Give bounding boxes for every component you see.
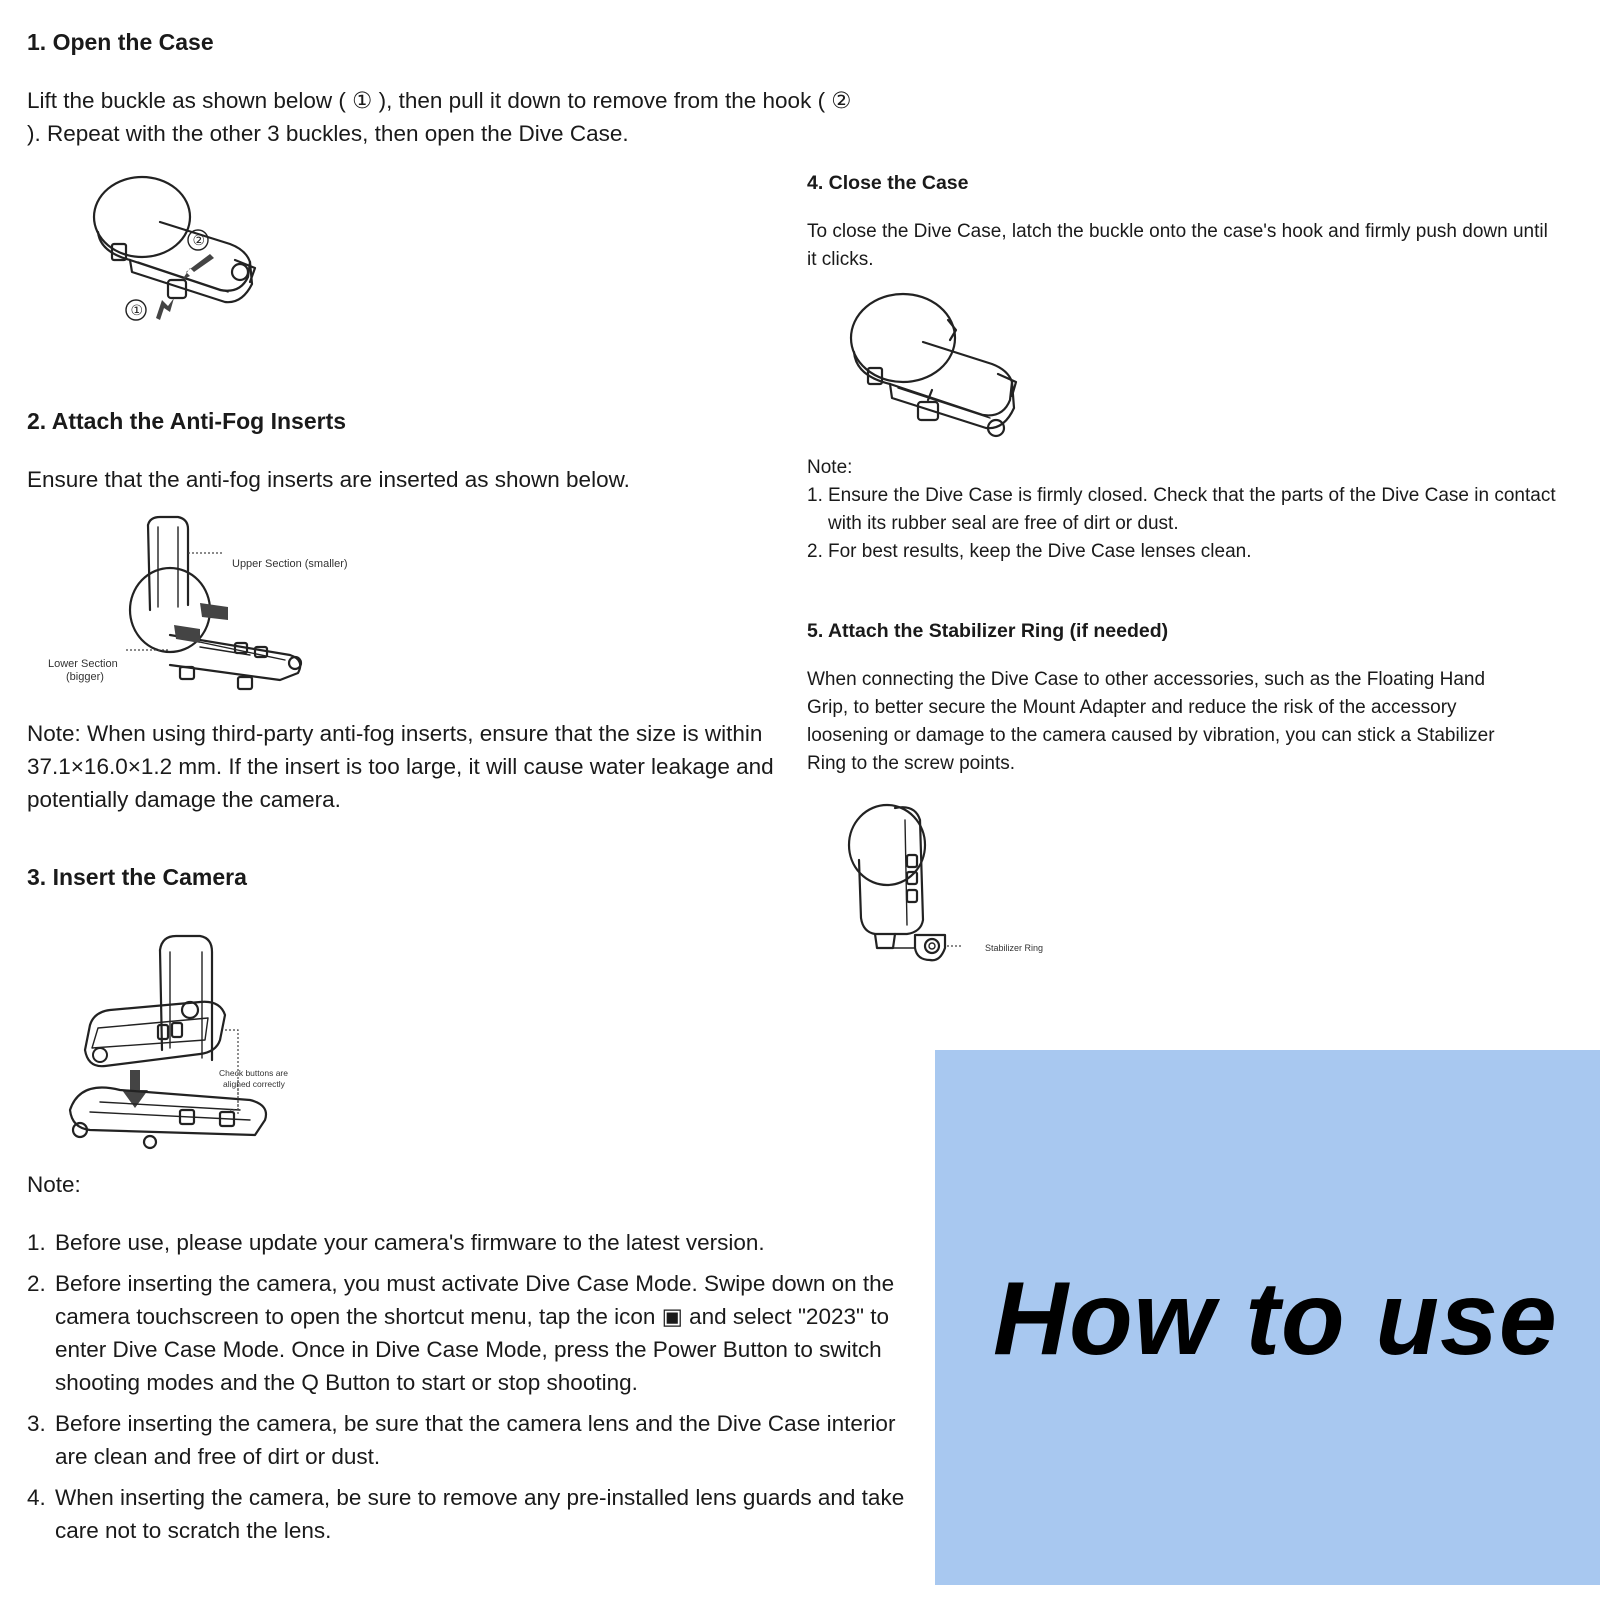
step4-text-line1: To close the Dive Case, latch the buckle onto the case's hook and firmly push down until [807,221,1548,242]
how-to-use-banner [935,1050,1600,1585]
step2-note-line3: potentially damage the camera. [27,787,341,812]
note-line: Before inserting the camera, you must activate Dive Case Mode. Swipe down on the [55,1271,895,1296]
note-line: Before inserting the camera, be sure that the camera lens and the Dive Case interior [55,1411,896,1436]
note-line: Before use, please update your camera's firmware to the latest version. [55,1230,765,1255]
label-check-buttons: Check buttons are [219,1068,288,1078]
step5-line: loosening or damage to the camera caused by vibration, you can stick a Stabilizer [807,725,1495,746]
note-line: care not to scratch the lens. [55,1518,332,1543]
anti-fog-illustration [130,515,310,695]
step5-line: Grip, to better secure the Mount Adapter and reduce the risk of the accessory [807,697,1457,718]
step3-note-heading: Note: [27,1172,81,1197]
step3-title: 3. Insert the Camera [27,864,247,890]
note-number: 1. [27,1230,46,1255]
step4-title: 4. Close the Case [807,172,969,194]
insert-camera-illustration [60,930,300,1150]
stabilizer-ring-illustration [845,800,995,970]
label-stabilizer-ring: Stabilizer Ring [985,943,1044,953]
list-item [27,1481,927,1547]
note-line: For best results, keep the Dive Case lenses clean. [828,541,1252,562]
step5-text [807,666,1495,778]
label-lower-section: Lower Section [48,658,118,670]
step4-note-heading: Note: [807,457,853,478]
note-line: camera touchscreen to open the shortcut menu, tap the icon ▣ and select "2023" to [55,1304,889,1329]
note-number: 1. [807,485,823,506]
step3-notes-list [27,1226,927,1547]
step2-title: 2. Attach the Anti-Fog Inserts [27,408,347,434]
step4-text-line2: it clicks. [807,249,874,270]
step2-text: Ensure that the anti-fog inserts are inserted as shown below. [27,467,630,492]
list-item [27,1407,927,1473]
note-line: Ensure the Dive Case is firmly closed. Check that the parts of the Dive Case in contact [828,485,1556,506]
step4-notes-list [807,482,1587,566]
note-number: 2. [807,541,823,562]
note-line: enter Dive Case Mode. Once in Dive Case Mode, press the Power Button to switch [55,1337,882,1362]
step2-note-line1: Note: When using third-party anti-fog inserts, ensure that the size is within [27,721,763,746]
step1-text-line2: ). Repeat with the other 3 buckles, then open the Dive Case. [27,121,629,146]
note-line: are clean and free of dirt or dust. [55,1444,381,1469]
note-number: 2. [27,1271,46,1296]
note-line: When inserting the camera, be sure to remove any pre-installed lens guards and take [55,1485,905,1510]
open-case-illustration [90,172,270,332]
banner-title: How to use [993,1261,1558,1377]
step2-note-line2: 37.1×16.0×1.2 mm. If the insert is too large, it will cause water leakage and [27,754,774,779]
note-number: 4. [27,1485,46,1510]
note-line: with its rubber seal are free of dirt or dust. [828,513,1179,534]
list-item [807,538,1587,566]
list-item [27,1267,927,1399]
close-case-illustration [848,290,1028,450]
step1-marker-2: ② [192,233,206,249]
step1-title: 1. Open the Case [27,29,214,55]
step5-line: Ring to the screw points. [807,753,1016,774]
list-item [807,482,1587,538]
step5-line: When connecting the Dive Case to other accessories, such as the Floating Hand [807,669,1486,690]
note-number: 3. [27,1411,46,1436]
label-lower-section-size: (bigger) [66,671,104,683]
label-upper-section: Upper Section (smaller) [232,558,348,570]
list-item [27,1226,927,1259]
note-line: shooting modes and the Q Button to start or stop shooting. [55,1370,638,1395]
label-aligned-correctly: aligned correctly [223,1079,285,1089]
step5-title: 5. Attach the Stabilizer Ring (if needed) [807,620,1169,642]
step1-marker-1: ① [130,303,144,319]
step1-text-line1: Lift the buckle as shown below ( ① ), then pull it down to remove from the hook ( ② [27,88,852,113]
